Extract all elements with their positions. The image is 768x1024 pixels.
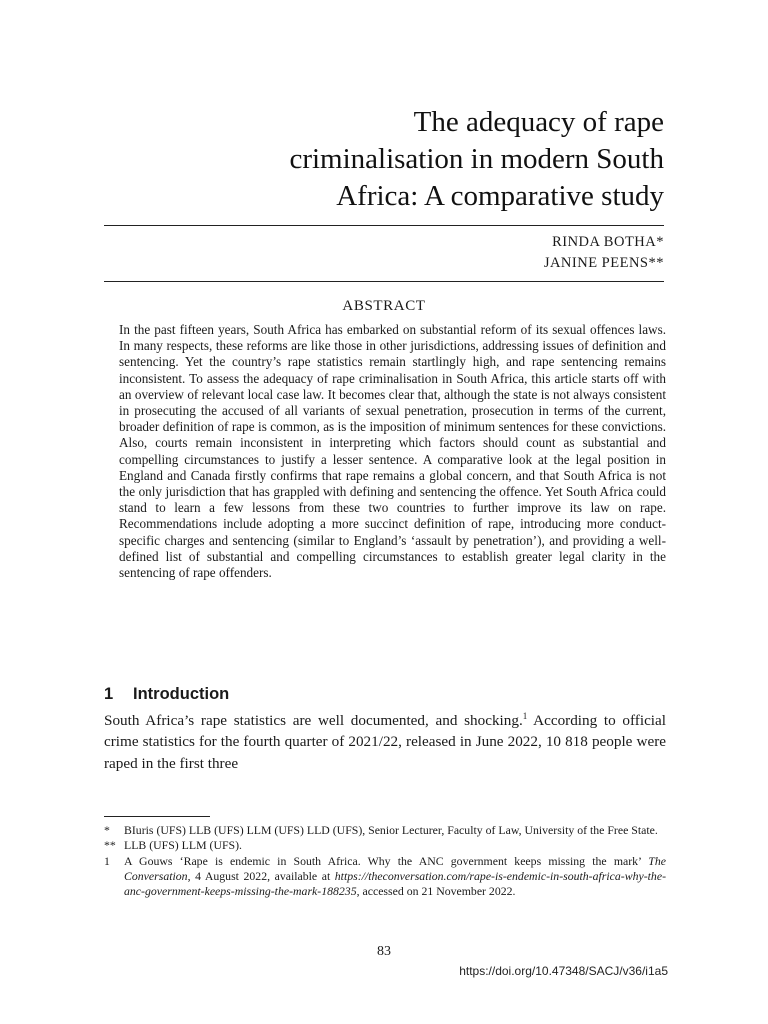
author-name: JANINE PEENS**	[543, 255, 664, 271]
section-number: 1	[104, 685, 114, 703]
footnote	[104, 838, 666, 853]
footnote-ref[interactable]: 1	[522, 711, 528, 721]
abstract-text: In the past fifteen years, South Africa has embarked on substantial reform of its sexual offences laws. In many respects, these reforms are like those in other jurisdictions, addressing issues of definition and sentencing. Yet the country’s rape statistics remain startlingly high, and rape sentencing remains inconsistent. To assess the adequacy of rape criminalisation in South Africa, this article starts off with an overview of relevant local case law. It becomes clear that, although the state is not always consistent in prosecuting the accused of all variants of sexual penetration, prosecution in terms of the current, broader definition of rape is common, as is the imposition of minimum sentences for these convictions. Also, courts remain inconsistent in interpreting which factors should count as substantial and compelling circumstances to justify a lesser sentence. A comparative look at the legal position in England and Canada firstly confirms that rape remains a global concern, and that South Africa is not the only jurisdiction that has grappled with defining and sentencing the offence. Yet South Africa could stand to learn a few lessons from these two countries to further improve its law on rape. Recommendations include adopting a more succinct definition of rape, introducing more conduct-specific charges and sentencing (similar to England’s ‘assault by penetration’), and providing a well-defined list of substantial and compelling circumstances to establish greater legal clarity in the sentencing of rape offenders.	[119, 322, 666, 581]
footnote-mark: *	[104, 823, 110, 837]
footnote-separator	[104, 816, 210, 817]
footnote-text: LLB (UFS) LLM (UFS).	[124, 838, 242, 853]
title-line-1: The adequacy of rape	[413, 106, 664, 138]
footnote-citation: , accessed on 21 November 2022.	[356, 884, 516, 899]
footnote-text: BIuris (UFS) LLB (UFS) LLM (UFS) LLD (UFS), Senior Lecturer, Faculty of Law, University of the Free State.	[124, 823, 658, 837]
page-number: 83	[377, 944, 391, 959]
body-text-part: According to official crime statistics for the fourth quarter of 2021/22, released in June 2022, 10 818 people were raped in the first three	[104, 712, 666, 772]
body-paragraph	[104, 710, 666, 774]
authors-block	[544, 232, 664, 274]
footnote-journal: The Conversation	[124, 853, 666, 883]
footnote-text	[124, 854, 666, 900]
footnote-mark: 1	[104, 853, 110, 868]
article-title	[104, 104, 664, 215]
footnotes-block	[104, 823, 666, 899]
doi-link[interactable]: https://doi.org/10.47348/SACJ/v36/i1a5	[459, 964, 668, 978]
section-title: Introduction	[133, 685, 230, 703]
body-text-part: South Africa’s rape statistics are well documented, and shocking.	[104, 712, 523, 729]
footnote-url-link[interactable]: https://theconversation.com/rape-is-endemic-in-south-africa-why-the-anc-government-keeps-missing-the-mark-188235	[124, 868, 666, 899]
footnote	[104, 823, 666, 838]
footnote	[104, 854, 666, 900]
footnote-citation: A Gouws ‘Rape is endemic in South Africa. Why the ANC government keeps missing the mark’	[124, 853, 649, 868]
title-rule-top	[104, 225, 664, 226]
title-rule-bottom	[104, 281, 664, 282]
section-heading	[104, 685, 229, 704]
footnote-citation: , 4 August 2022, available at	[187, 868, 335, 883]
abstract-heading: ABSTRACT	[342, 298, 426, 314]
title-line-2: criminalisation in modern South	[289, 143, 664, 175]
title-line-3: Africa: A comparative study	[336, 180, 664, 212]
footnote-mark: **	[104, 838, 116, 853]
author-name: RINDA BOTHA*	[552, 234, 664, 250]
